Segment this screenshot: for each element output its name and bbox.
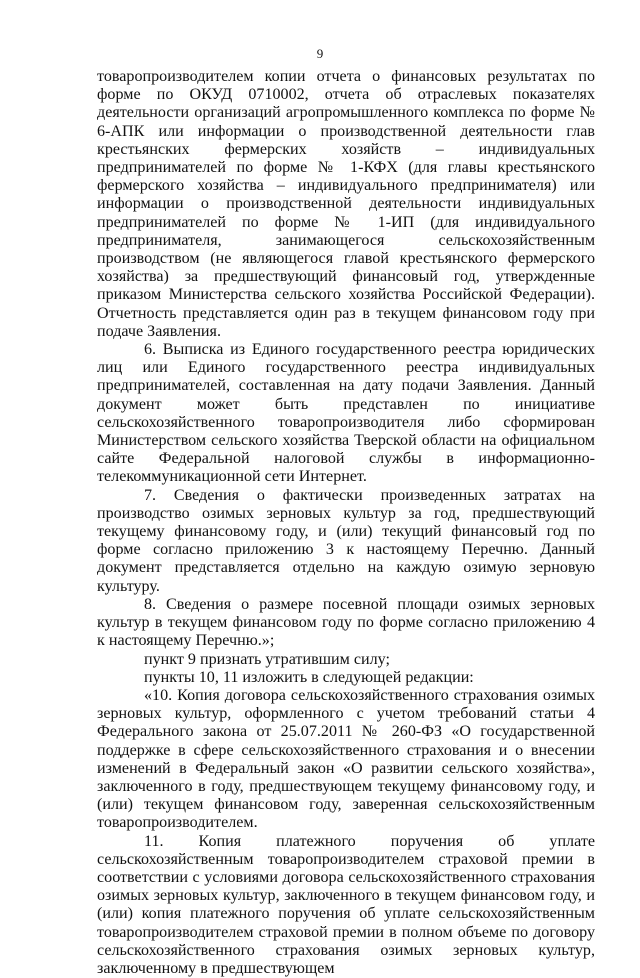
- paragraph-item-10: «10. Копия договора сельскохозяйственного страхования озимых зерновых культур, оформленного с учетом требований статьи 4 Федерального закона от 25.07.2011 № 260-ФЗ «О государственной поддержке в сфере сельскохозяйственного страхования и о внесении изменений в Федеральный закон «О развитии сельского хозяйства», заключенного в году, предшествующем текущему финансовому году, и (или) текущем финансовом году, заверенная сельскохозяйственным товаропроизводителем.: [97, 686, 595, 832]
- paragraph-clause-9: пункт 9 признать утратившим силу;: [144, 650, 390, 668]
- paragraph-clauses-10-11-intro: пункты 10, 11 изложить в следующей редакции:: [144, 668, 474, 686]
- paragraph-item-7: 7. Сведения о фактически произведенных затратах на производство озимых зерновых культур за год, предшествующий текущему финансовому году, и (или) текущий финансовый год по форме согласно приложению 3 к настоящему Перечню. Данный документ представляется отдельно на каждую озимую зерновую культуру.: [97, 486, 595, 595]
- paragraph-continuation: товаропроизводителем копии отчета о финансовых результатах по форме по ОКУД 0710002, отчета об отраслевых показателях деятельности организаций агропромышленного комплекса по форме № 6-АПК или информации о производственной деятельности глав крестьянских фермерских хозяйств – индивидуальных предпринимателей по форме № 1-КФХ (для главы крестьянского фермерского хозяйства – индивидуального предпринимателя) или информации о производственной деятельности индивидуальных предпринимателей по форме № 1-ИП (для индивидуального предпринимателя, занимающегося сельскохозяйственным производством (не являющегося главой крестьянского фермерского хозяйства) за предшествующий финансовый год, утвержденные приказом Министерства сельского хозяйства Российской Федерации). Отчетность представляется один раз в текущем финансовом году при подаче Заявления.: [97, 68, 595, 340]
- document-body: [97, 68, 595, 978]
- paragraph-item-6: 6. Выписка из Единого государственного реестра юридических лиц или Единого государственного реестра индивидуальных предпринимателей, составленная на дату подачи Заявления. Данный документ может быть представлен по инициативе сельскохозяйственного товаропроизводителя либо сформирован Министерством сельского хозяйства Тверской области на официальном сайте Федеральной налоговой службы в информационно-телекоммуникационной сети Интернет.: [97, 341, 595, 486]
- paragraph-item-11: 11. Копия платежного поручения об уплате сельскохозяйственным товаропроизводителем страховой премии в соответствии с условиями договора сельскохозяйственного страхования озимых зерновых культур, заключенного в текущем финансовом году, и (или) копия платежного поручения об уплате сельскохозяйственным товаропроизводителем страховой премии в полном объеме по договору сельскохозяйственного страхования озимых зерновых культур, заключенному в предшествующем: [97, 832, 595, 977]
- page-number: 9: [316, 46, 324, 61]
- paragraph-item-8: 8. Сведения о размере посевной площади озимых зерновых культур в текущем финансовом году по форме согласно приложению 4 к настоящему Перечню.»;: [97, 595, 595, 650]
